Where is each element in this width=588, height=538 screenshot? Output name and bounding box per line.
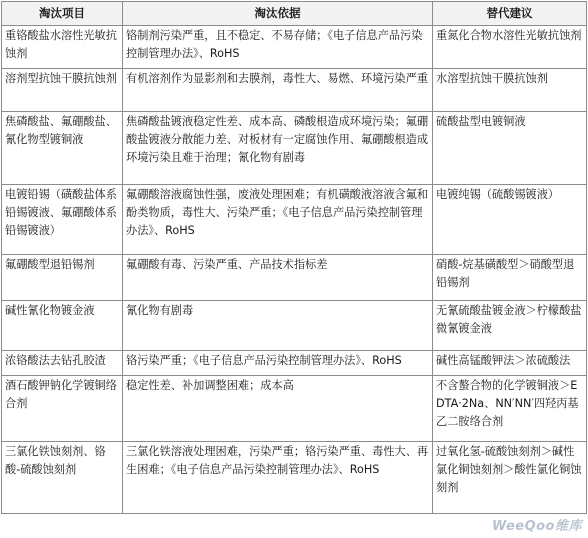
header-basis: 淘汰依据 bbox=[123, 2, 433, 26]
watermark-logo: WeeQoo维库 bbox=[491, 519, 582, 534]
table-row bbox=[2, 185, 587, 255]
cell-basis: 氰化物有剧毒 bbox=[123, 301, 433, 351]
cell-alternative: 不含螯合物的化学镀铜液＞EDTA·2Na、NN′NN′四羟丙基乙二胺络合剂 bbox=[433, 376, 587, 442]
table-row bbox=[2, 69, 587, 112]
cell-basis: 铬制剂污染严重，且不稳定、不易存储；《电子信息产品污染控制管理办法》、RoHS bbox=[123, 26, 433, 69]
table-row bbox=[2, 255, 587, 301]
cell-alternative: 过氧化氢-硫酸蚀刻剂＞碱性氯化铜蚀刻剂＞酸性氯化铜蚀刻剂 bbox=[433, 442, 587, 514]
cell-alternative: 无氰硫酸盐镀金液＞柠檬酸盐微氰镀金液 bbox=[433, 301, 587, 351]
cell-item: 焦磷酸盐、氟硼酸盐、氰化物型镀铜液 bbox=[2, 112, 123, 185]
table-row bbox=[2, 376, 587, 442]
cell-item: 酒石酸钾钠化学镀铜络合剂 bbox=[2, 376, 123, 442]
cell-basis: 氟硼酸溶液腐蚀性强，废液处理困难；有机磺酸液溶液含氟和酚类物质，毒性大、污染严重；《电子信息产品污染控制管理办法》、RoHS bbox=[123, 185, 433, 255]
phaseout-table bbox=[1, 1, 587, 514]
cell-basis: 氟硼酸有毒、污染严重、产品技术指标差 bbox=[123, 255, 433, 301]
table-row bbox=[2, 301, 587, 351]
table-row bbox=[2, 112, 587, 185]
header-row bbox=[2, 2, 587, 26]
cell-alternative: 硝酸-烷基磺酸型＞硝酸型退铅锡剂 bbox=[433, 255, 587, 301]
cell-item: 浓铬酸法去钻孔胶渣 bbox=[2, 351, 123, 376]
cell-alternative: 电镀纯锡（硫酸锡镀液） bbox=[433, 185, 587, 255]
cell-item: 电镀铅锡（磺酸盐体系铅锡镀液、氟硼酸体系铅锡镀液） bbox=[2, 185, 123, 255]
cell-item: 重铬酸盐水溶性光敏抗蚀剂 bbox=[2, 26, 123, 69]
cell-basis: 有机溶剂作为显影剂和去膜剂，毒性大、易燃、环境污染严重 bbox=[123, 69, 433, 112]
cell-item: 碱性氰化物镀金液 bbox=[2, 301, 123, 351]
cell-item: 氟硼酸型退铅锡剂 bbox=[2, 255, 123, 301]
cell-alternative: 重氮化合物水溶性光敏抗蚀剂 bbox=[433, 26, 587, 69]
table-row bbox=[2, 351, 587, 376]
cell-alternative: 水溶型抗蚀干膜抗蚀剂 bbox=[433, 69, 587, 112]
cell-item: 溶剂型抗蚀干膜抗蚀剂 bbox=[2, 69, 123, 112]
header-item: 淘汰项目 bbox=[2, 2, 123, 26]
cell-alternative: 碱性高锰酸钾法＞浓硫酸法 bbox=[433, 351, 587, 376]
cell-basis: 三氯化铁溶液处理困难，污染严重；铬污染严重、毒性大、再生困难；《电子信息产品污染控制管理办法》、RoHS bbox=[123, 442, 433, 514]
table-row bbox=[2, 442, 587, 514]
cell-item: 三氯化铁蚀刻剂、铬酸-硫酸蚀刻剂 bbox=[2, 442, 123, 514]
header-alternative: 替代建议 bbox=[433, 2, 587, 26]
table-row bbox=[2, 26, 587, 69]
cell-alternative: 硫酸盐型电镀铜液 bbox=[433, 112, 587, 185]
cell-basis: 铬污染严重；《电子信息产品污染控制管理办法》、RoHS bbox=[123, 351, 433, 376]
cell-basis: 焦磷酸盐镀液稳定性差、成本高、磷酸根造成环境污染；氟硼酸盐镀液分散能力差、对板材有一定腐蚀作用、氟硼酸根造成环境污染且难于治理；氰化物有剧毒 bbox=[123, 112, 433, 185]
cell-basis: 稳定性差、补加调整困难；成本高 bbox=[123, 376, 433, 442]
